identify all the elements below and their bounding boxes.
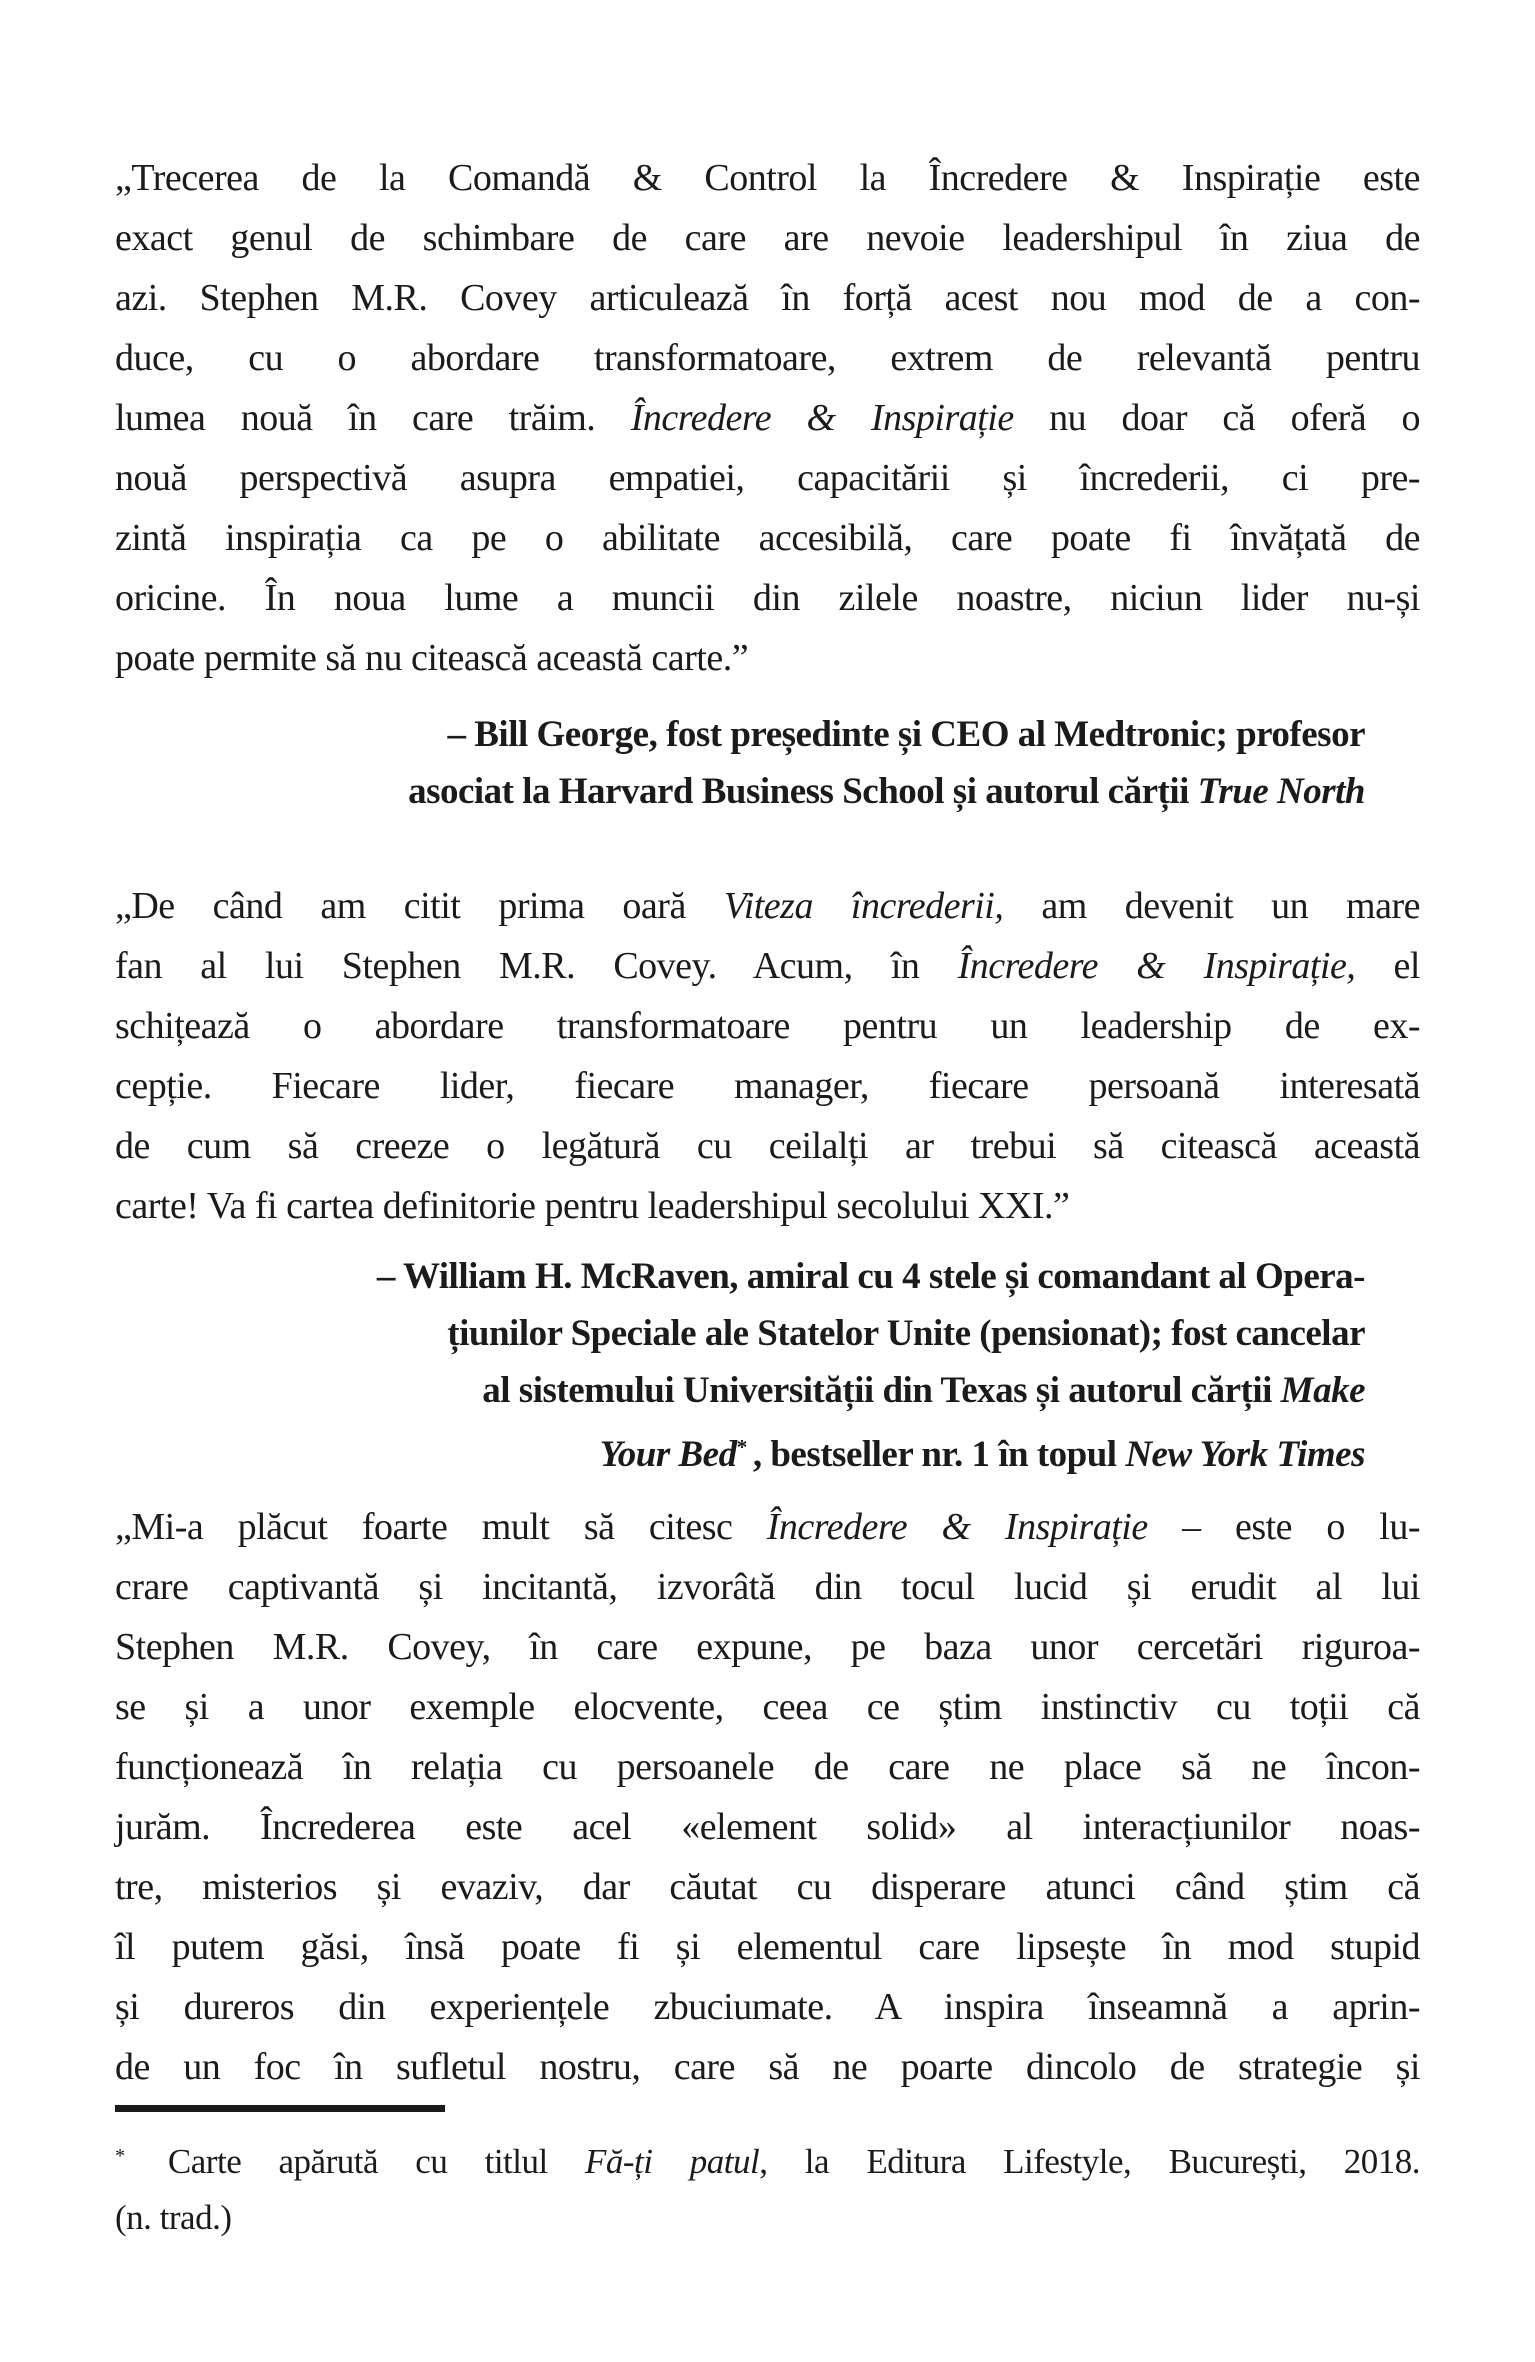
- book-title-text: Your Bed: [599, 1433, 737, 1475]
- text-segment: de cum să creeze o legătură cu ceilalți ar trebui să citească această: [115, 1125, 1420, 1167]
- book-title-text: Fă-ți patul: [585, 2141, 760, 2181]
- footnote-asterisk: *: [115, 2144, 125, 2167]
- book-title-text: Încredere & Inspirație: [630, 397, 1014, 439]
- text-segment: fan al lui Stephen M.R. Covey. Acum, în: [115, 945, 958, 987]
- text-segment: , la Editura Lifestyle, București, 2018.: [759, 2141, 1421, 2181]
- text-segment: – este o lu-: [1147, 1505, 1420, 1548]
- text-segment: al sistemului Universității din Texas și autorul cărții: [482, 1370, 1281, 1411]
- text-line: [115, 2190, 1420, 2246]
- footnote-rule: [115, 2105, 445, 2112]
- text-segment: tre, misterios și evaziv, dar căutat cu disperare atunci când știm că: [115, 1865, 1420, 1908]
- book-title-text: Încredere & Inspirație: [766, 1505, 1148, 1548]
- text-segment: funcționează în relația cu persoanele de care ne place să ne încon-: [115, 1745, 1420, 1788]
- text-line: [115, 1977, 1420, 2037]
- text-line: [115, 1917, 1420, 1977]
- text-segment: țiunilor Speciale ale Statelor Unite (pensionat); fost cancelar: [447, 1313, 1365, 1354]
- text-segment: și dureros din experiențele zbuciumate. A inspira înseamnă a aprin-: [115, 1985, 1420, 2028]
- book-title-text: Viteza încrederii,: [723, 885, 1004, 927]
- text-line: [115, 1056, 1420, 1116]
- text-line: [115, 1797, 1420, 1857]
- text-segment: am devenit un mare: [1003, 885, 1420, 927]
- text-segment: Stephen M.R. Covey, în care expune, pe baza unor cercetări riguroa-: [115, 1625, 1420, 1668]
- text-segment: crare captivantă și incitantă, izvorâtă din tocul lucid și erudit al lui: [115, 1565, 1420, 1608]
- text-line: [115, 268, 1420, 328]
- text-segment: lumea nouă în care trăim.: [115, 397, 631, 439]
- text-segment: se și a unor exemple elocvente, ceea ce știm instinctiv cu toții că: [115, 1685, 1420, 1728]
- text-line: [115, 1737, 1420, 1797]
- text-line: [115, 448, 1420, 508]
- text-segment: îl putem găsi, însă poate fi și elementul care lipsește în mod stupid: [115, 1925, 1420, 1968]
- text-line: [115, 1305, 1365, 1362]
- text-segment: el: [1355, 945, 1420, 987]
- text-line: [115, 2037, 1420, 2097]
- text-segment: duce, cu o abordare transformatoare, extrem de relevantă pentru: [115, 337, 1420, 379]
- text-segment: cepție. Fiecare lider, fiecare manager, fiecare persoană interesată: [115, 1065, 1420, 1107]
- text-segment: zintă inspirația ca pe o abilitate accesibilă, care poate fi învățată de: [115, 517, 1420, 559]
- text-line: [115, 628, 1420, 688]
- text-segment: exact genul de schimbare de care are nevoie leadershipul în ziua de: [115, 217, 1420, 259]
- attribution-william-mcraven: [115, 1248, 1420, 1483]
- book-title-text: Încredere & Inspirație,: [957, 945, 1356, 987]
- text-segment: jurăm. Încrederea este acel «element solid» al interacțiunilor noas-: [115, 1805, 1420, 1848]
- text-line: [115, 208, 1420, 268]
- text-line: [115, 876, 1420, 936]
- text-line: [115, 1176, 1420, 1236]
- text-segment: oricine. În noua lume a muncii din zilele noastre, niciun lider nu-și: [115, 577, 1420, 619]
- text-line: [115, 328, 1420, 388]
- text-line: [115, 1419, 1365, 1483]
- text-line: [115, 148, 1420, 208]
- footnote-asterisk: *: [736, 1435, 747, 1459]
- text-line: [115, 568, 1420, 628]
- text-segment: „Trecerea de la Comandă & Control la Încredere & Inspirație este: [115, 157, 1420, 199]
- text-segment: de un foc în sufletul nostru, care să ne poarte dincolo de strategie și: [115, 2045, 1420, 2088]
- text-line: [115, 1677, 1420, 1737]
- text-line: [115, 996, 1420, 1056]
- endorsement-quote-1: [115, 148, 1420, 688]
- attribution-bill-george: [115, 706, 1420, 820]
- text-segment: Carte apărută cu titlul: [130, 2141, 586, 2181]
- translator-footnote: [115, 2128, 1420, 2246]
- text-segment: carte! Va fi cartea definitorie pentru leadershipul secolului XXI.”: [115, 1185, 1070, 1227]
- text-line: [115, 1557, 1420, 1617]
- text-line: [115, 1857, 1420, 1917]
- text-line: [115, 1497, 1420, 1557]
- text-line: [115, 1362, 1365, 1419]
- text-segment: (n. trad.): [115, 2197, 232, 2237]
- book-title-text: New York Times: [1125, 1433, 1365, 1475]
- text-line: [115, 936, 1420, 996]
- text-segment: , bestseller nr. 1 în topul: [752, 1433, 1126, 1475]
- text-segment: asociat la Harvard Business School și autorul cărții: [408, 771, 1198, 812]
- text-segment: nu doar că oferă o: [1013, 397, 1421, 439]
- text-segment: „De când am citit prima oară: [115, 885, 724, 927]
- text-segment: „Mi-a plăcut foarte mult să citesc: [115, 1505, 767, 1548]
- endorsement-quote-3: [115, 1497, 1420, 2097]
- text-line: [115, 706, 1365, 763]
- text-line: [115, 508, 1420, 568]
- endorsement-quote-2: [115, 876, 1420, 1236]
- text-line: [115, 763, 1365, 820]
- text-line: [115, 388, 1420, 448]
- text-segment: azi. Stephen M.R. Covey articulează în forță acest nou mod de a con-: [115, 277, 1420, 319]
- text-line: [115, 2128, 1420, 2190]
- text-block: [115, 148, 1420, 2246]
- text-line: [115, 1116, 1420, 1176]
- text-segment: nouă perspectivă asupra empatiei, capacitării și încrederii, ci pre-: [115, 457, 1420, 499]
- book-title-text: True North: [1197, 771, 1365, 812]
- text-segment: schițează o abordare transformatoare pentru un leadership de ex-: [115, 1005, 1420, 1047]
- text-segment: – William H. McRaven, amiral cu 4 stele și comandant al Opera-: [376, 1256, 1365, 1297]
- text-segment: – Bill George, fost președinte și CEO al Medtronic; profesor: [447, 714, 1365, 755]
- text-line: [115, 1617, 1420, 1677]
- text-segment: poate permite să nu citească această carte.”: [115, 637, 749, 679]
- text-line: [115, 1248, 1365, 1305]
- book-title-text: Make: [1280, 1370, 1365, 1411]
